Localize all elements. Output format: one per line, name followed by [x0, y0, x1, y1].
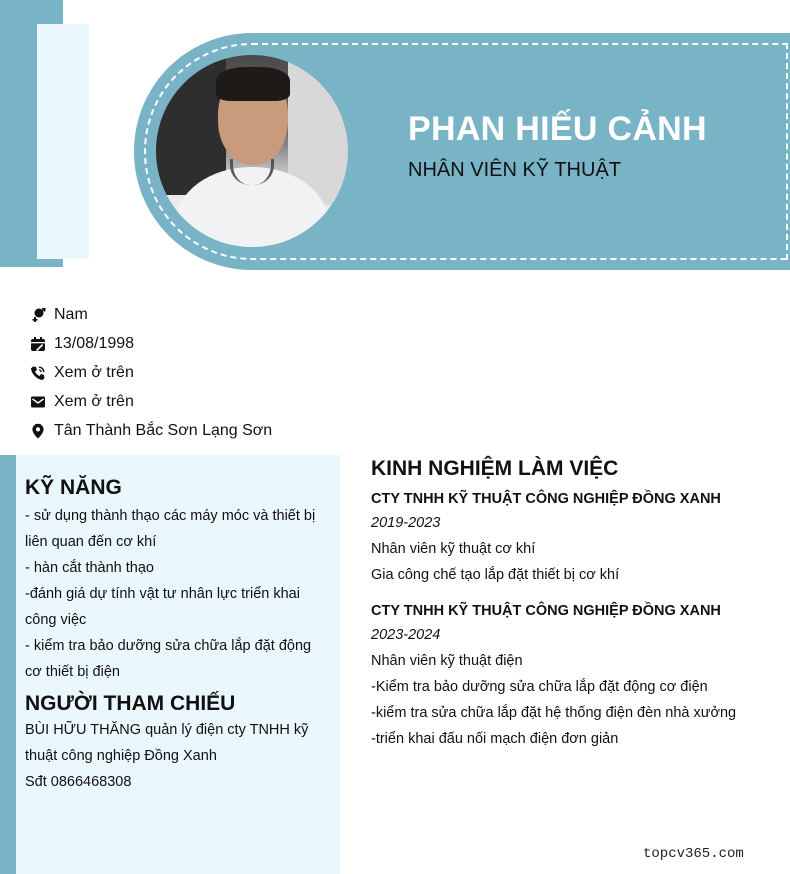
left-accent-bar [0, 455, 16, 874]
gender-icon [29, 306, 47, 324]
info-address-value: Tân Thành Bắc Sơn Lạng Sơn [54, 421, 273, 439]
personal-info-list [29, 300, 272, 445]
experience-section [371, 456, 771, 752]
job-line: -kiểm tra sửa chữa lắp đặt hệ thống điện đèn nhà xưởng [371, 705, 737, 721]
info-phone-value: Xem ở trên [54, 363, 134, 381]
info-gender [29, 300, 272, 329]
references-title: NGƯỜI THAM CHIẾU [25, 692, 236, 715]
job-entry [371, 488, 771, 588]
info-gender-value: Nam [54, 305, 88, 323]
avatar [156, 55, 348, 247]
reference-line: Sđt 0866468308 [25, 774, 132, 790]
email-icon [29, 393, 47, 411]
left-column [16, 455, 340, 874]
phone-icon [29, 364, 47, 382]
candidate-title: NHÂN VIÊN KỸ THUẬT [408, 159, 621, 181]
info-address [29, 416, 272, 445]
skill-item: -đánh giá dự tính vật tư nhân lực triển khai công việc [25, 586, 300, 628]
job-line: Gia công chế tạo lắp đặt thiết bị cơ khí [371, 567, 620, 583]
info-email [29, 387, 272, 416]
references-list [25, 717, 331, 795]
skill-item: - hàn cắt thành thạo [25, 560, 154, 576]
info-birthdate-value: 13/08/1998 [54, 334, 135, 352]
watermark: topcv365.com [643, 846, 744, 862]
job-entry [371, 600, 771, 752]
job-line: -triển khai đấu nối mạch điện đơn giản [371, 731, 619, 747]
calendar-icon [29, 335, 47, 353]
candidate-name: PHAN HIẾU CẢNH [408, 110, 707, 148]
decorative-bar-light [37, 24, 89, 259]
job-company: CTY TNHH KỸ THUẬT CÔNG NGHIỆP ĐỒNG XANH [371, 491, 721, 507]
job-line: Nhân viên kỹ thuật điện [371, 653, 523, 669]
job-period: 2019-2023 [371, 515, 441, 531]
job-line: -Kiểm tra bảo dưỡng sửa chữa lắp đặt động cơ điện [371, 679, 708, 695]
experience-title: KINH NGHIỆM LÀM VIỆC [371, 457, 619, 480]
location-icon [29, 422, 47, 440]
job-line: Nhân viên kỹ thuật cơ khí [371, 541, 536, 557]
info-birthdate [29, 329, 272, 358]
avatar-hair [216, 67, 290, 101]
job-company: CTY TNHH KỸ THUẬT CÔNG NGHIỆP ĐỒNG XANH [371, 603, 721, 619]
skills-title: KỸ NĂNG [25, 476, 122, 499]
info-phone [29, 358, 272, 387]
reference-line: BÙI HỮU THĂNG quản lý điện cty TNHH kỹ thuật công nghiệp Đồng Xanh [25, 722, 309, 764]
job-period: 2023-2024 [371, 627, 441, 643]
skill-item: - kiểm tra bảo dưỡng sửa chữa lắp đặt động cơ thiết bị điện [25, 638, 312, 680]
skill-item: - sử dụng thành thạo các máy móc và thiết bị liên quan đến cơ khí [25, 508, 316, 550]
info-email-value: Xem ở trên [54, 392, 134, 410]
skills-list [25, 503, 331, 685]
